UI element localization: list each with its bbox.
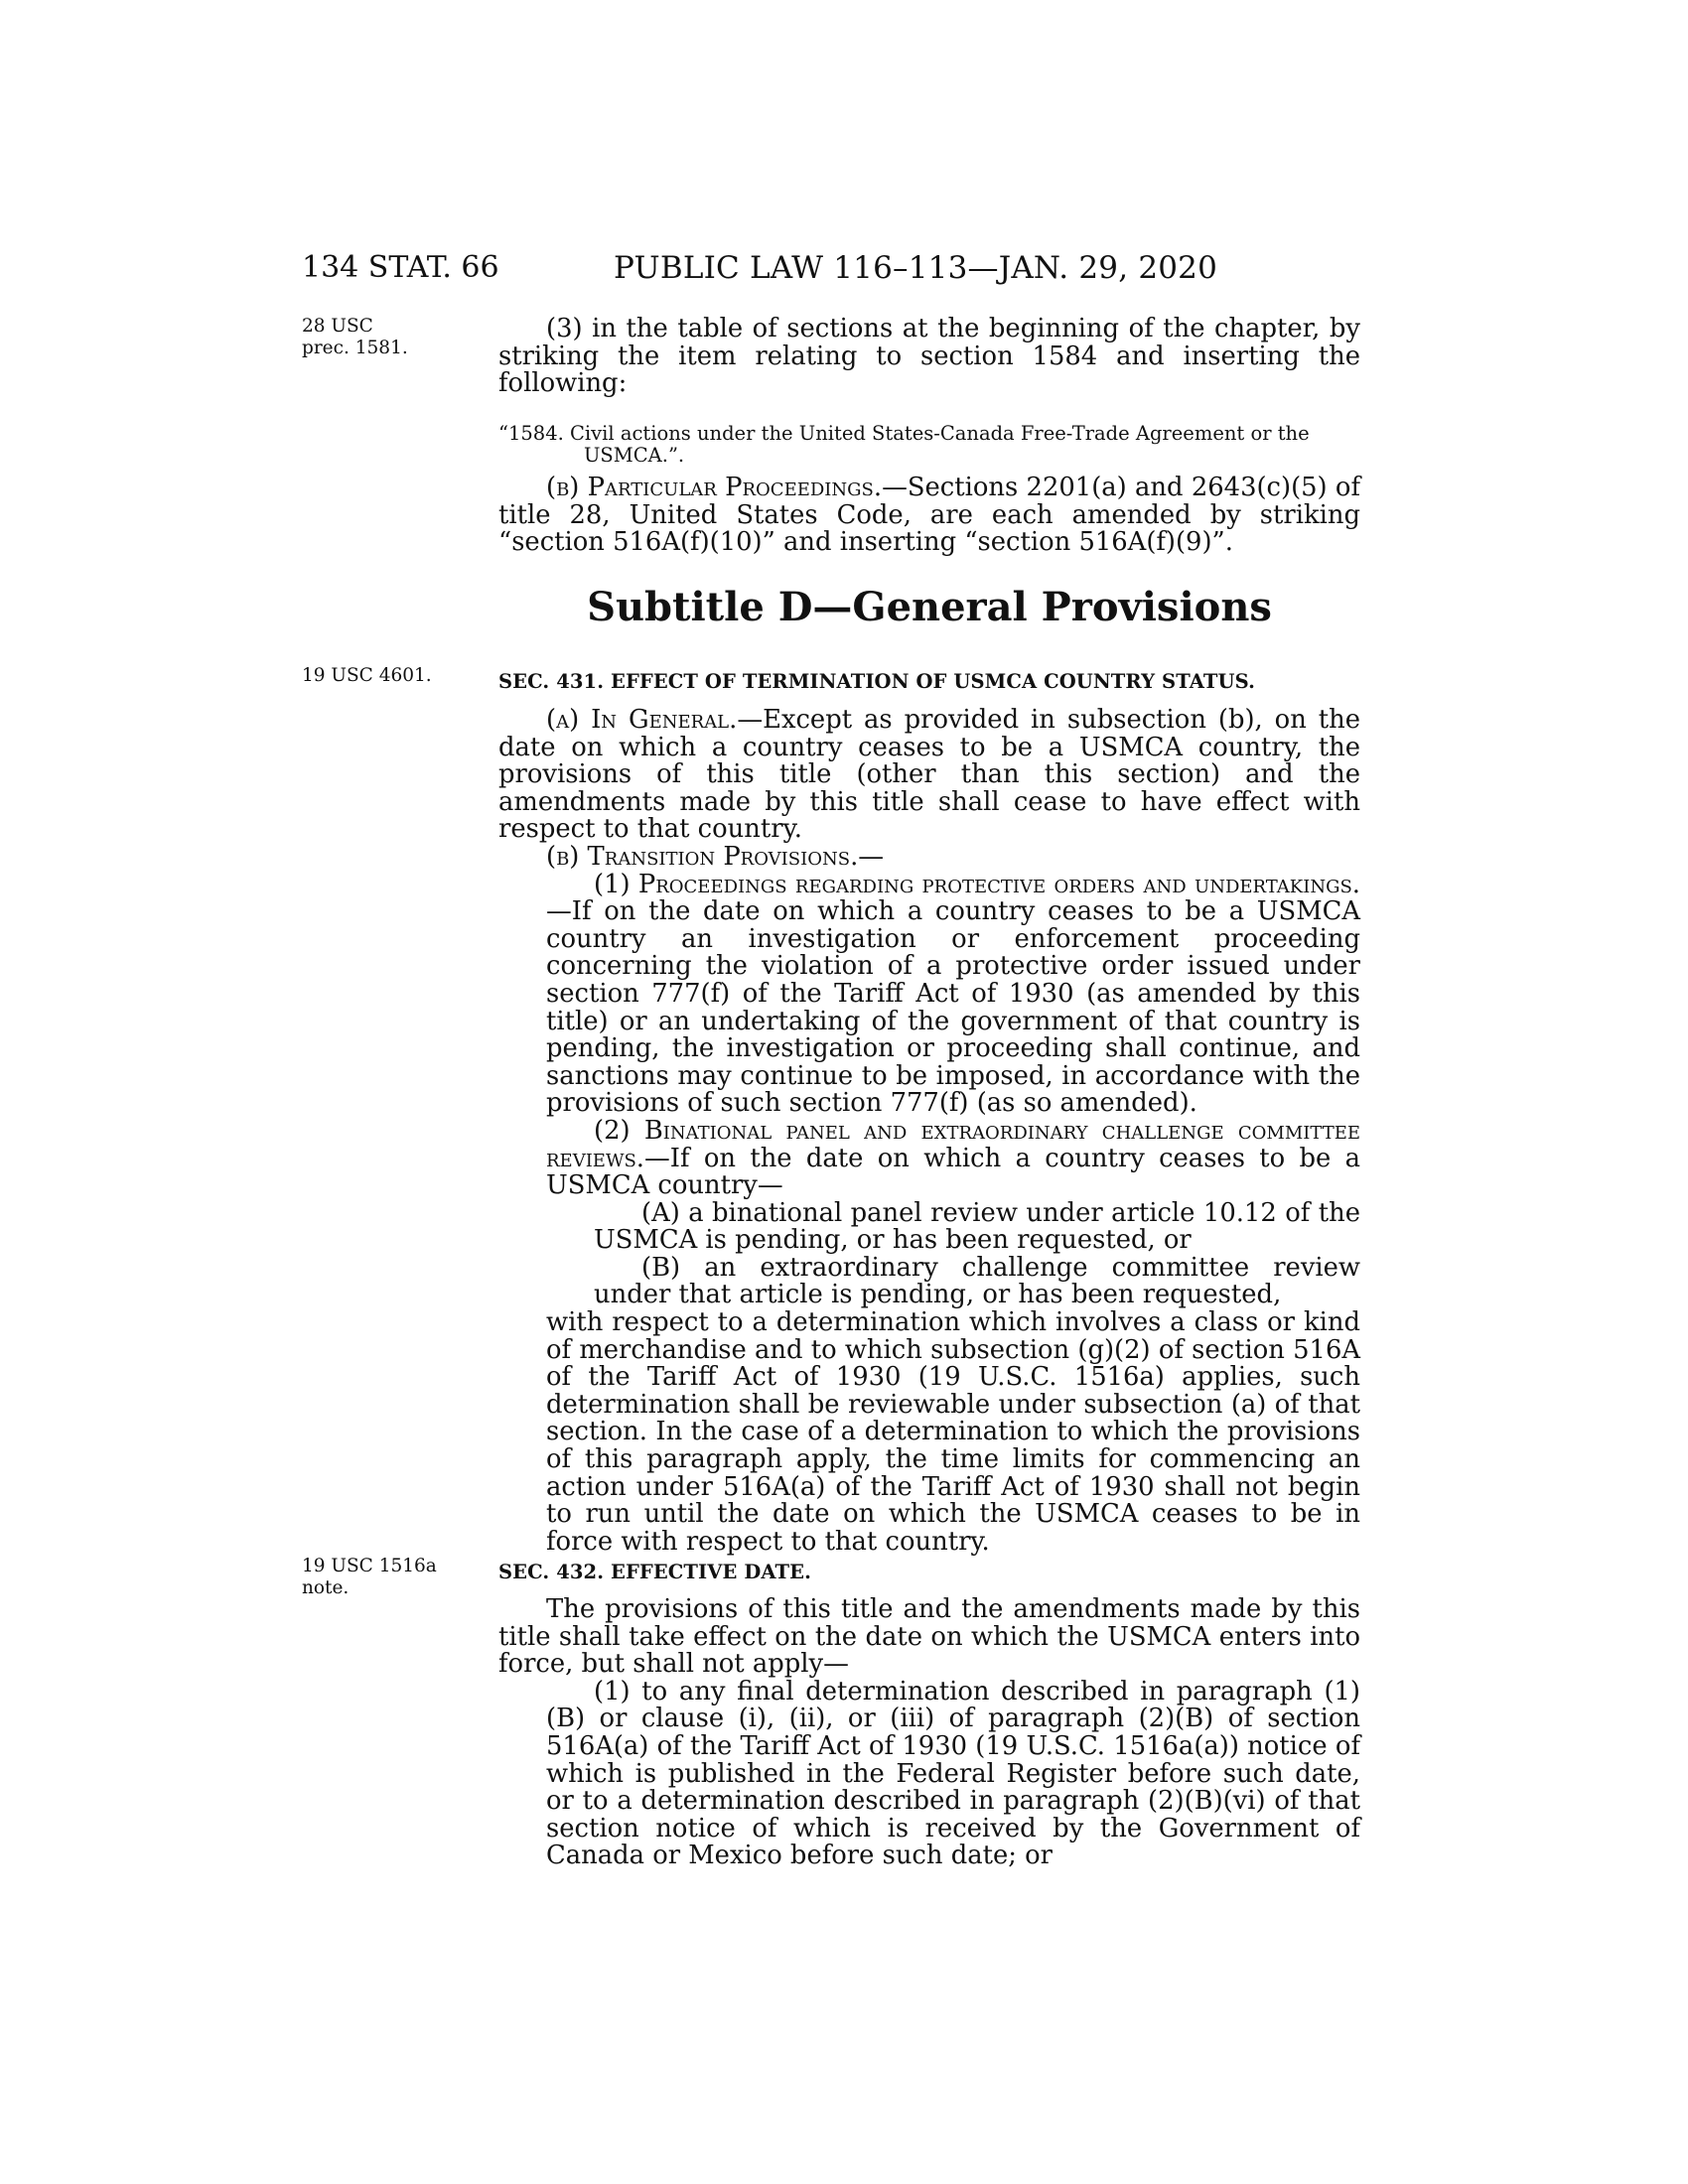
section-432-heading-block bbox=[498, 1559, 1360, 1586]
margin-note-28-usc bbox=[302, 316, 408, 359]
subsection-text: —Except as provided in subsection (b), on the date on which a country ceases to be a USMCA country, the provisions of this title (other than this section) and the amendments made by this title shall cease to have effect with respect to that country. bbox=[498, 705, 1361, 845]
page-stat-number: 134 STAT. 66 bbox=[302, 250, 499, 285]
table-of-sections-entry bbox=[498, 423, 1360, 467]
toc-line-continued: USMCA.”. bbox=[584, 444, 685, 467]
subsection-text: —Sections 2201(a) and 2643(c)(5) of title 28, United States Code, are each amended by striking “section 516A(f)(10)” and inserting “section 516A(f)(9)”. bbox=[498, 473, 1360, 558]
subsection-b bbox=[498, 841, 1360, 872]
subsection-heading: (b) Transition Provisions. bbox=[546, 841, 859, 872]
subparagraph-B: (B) an extraordinary challenge committee review under that article is pending, or has been requested, bbox=[594, 1252, 1360, 1310]
section-432-item-1: (1) to any final determination described in paragraph (1)(B) or clause (i), (ii), or (iii) of paragraph (2)(B) of section 516A(a) of the Tariff Act of 1930 (19 U.S.C. 1516a(a)) notice of which is published in the Federal Register before such date, or to a determination described in paragraph (2)(B)(vi) of that section notice of which is received by the Government of Canada or Mexico before such date; or bbox=[546, 1676, 1360, 1871]
paragraph-heading: (1) Proceedings regarding protective orders and undertakings. bbox=[594, 869, 1360, 899]
subtitle-heading: Subtitle D—General Provisions bbox=[587, 584, 1272, 630]
section-432-body bbox=[498, 1596, 1360, 1870]
margin-note-line: 19 USC 1516a bbox=[302, 1556, 437, 1576]
paragraph-text: —If on the date on which a country ceases to be a USMCA country an investigation or enforcement proceeding concerning the violation of a protective order issued under section 777(f) of the Tariff Act of 1930 (as amended by this title) or an undertaking of the government of that country is pending, the investigation or proceeding shall continue, and sanctions may continue to be imposed, in accordance with the provisions of such section 777(f) (as so amended). bbox=[546, 896, 1360, 1119]
top-text-block bbox=[498, 316, 1360, 398]
section-431-heading-block bbox=[498, 668, 1360, 696]
paragraph-text: —If on the date on which a country ceases to be a USMCA country— bbox=[546, 1143, 1360, 1201]
paragraph-item-3: (3) in the table of sections at the beginning of the chapter, by striking the item relating to section 1584 and inserting the following: bbox=[498, 314, 1360, 399]
subparagraph-A: (A) a binational panel review under article 10.12 of the USMCA is pending, or has been requested, or bbox=[594, 1197, 1360, 1256]
subsection-dash: — bbox=[858, 841, 885, 872]
section-432-intro: The provisions of this title and the amendments made by this title shall take effect on the date on which the USMCA enters into force, but shall not apply— bbox=[498, 1594, 1360, 1680]
paragraph-heading: (2) Binational panel and extraordinary challenge committee reviews. bbox=[546, 1115, 1360, 1173]
margin-note-19-usc-1516a bbox=[302, 1556, 437, 1599]
margin-note-line: note. bbox=[302, 1577, 350, 1598]
subsection-a bbox=[498, 707, 1360, 844]
paragraph-2-flush-text: with respect to a determination which involves a class or kind of merchandise and to which subsection (g)(2) of section 516A of the Tariff Act of 1930 (19 U.S.C. 1516a) applies, such determination shall be reviewable under subsection (a) of that section. In the case of a determination to which the provisions of this paragraph apply, the time limits for commencing an action under 516A(a) of the Tariff Act of 1930 shall not begin to run until the date on which the USMCA ceases to be in force with respect to that country. bbox=[546, 1307, 1360, 1557]
section-431-body bbox=[498, 707, 1360, 1556]
margin-note-line: 19 USC 4601. bbox=[302, 665, 432, 686]
subsection-b-particular-proceedings bbox=[498, 475, 1360, 557]
margin-note-line: prec. 1581. bbox=[302, 338, 408, 358]
margin-note-line: 28 USC bbox=[302, 316, 373, 337]
section-heading: SEC. 432. EFFECTIVE DATE. bbox=[498, 1561, 811, 1583]
subtitle-block bbox=[498, 584, 1360, 631]
section-heading: SEC. 431. EFFECT OF TERMINATION OF USMCA COUNTRY STATUS. bbox=[498, 670, 1256, 693]
toc-line: “1584. Civil actions under the United States-Canada Free-Trade Agreement or the bbox=[498, 422, 1310, 445]
subsection-heading: (b) Particular Proceedings. bbox=[546, 473, 883, 502]
paragraph-1 bbox=[498, 869, 1360, 1119]
page-header-title: PUBLIC LAW 116–113—JAN. 29, 2020 bbox=[614, 250, 1218, 286]
margin-note-19-usc-4601 bbox=[302, 665, 432, 687]
paragraph-2 bbox=[498, 1115, 1360, 1201]
subsection-heading: (a) In General. bbox=[546, 705, 738, 735]
